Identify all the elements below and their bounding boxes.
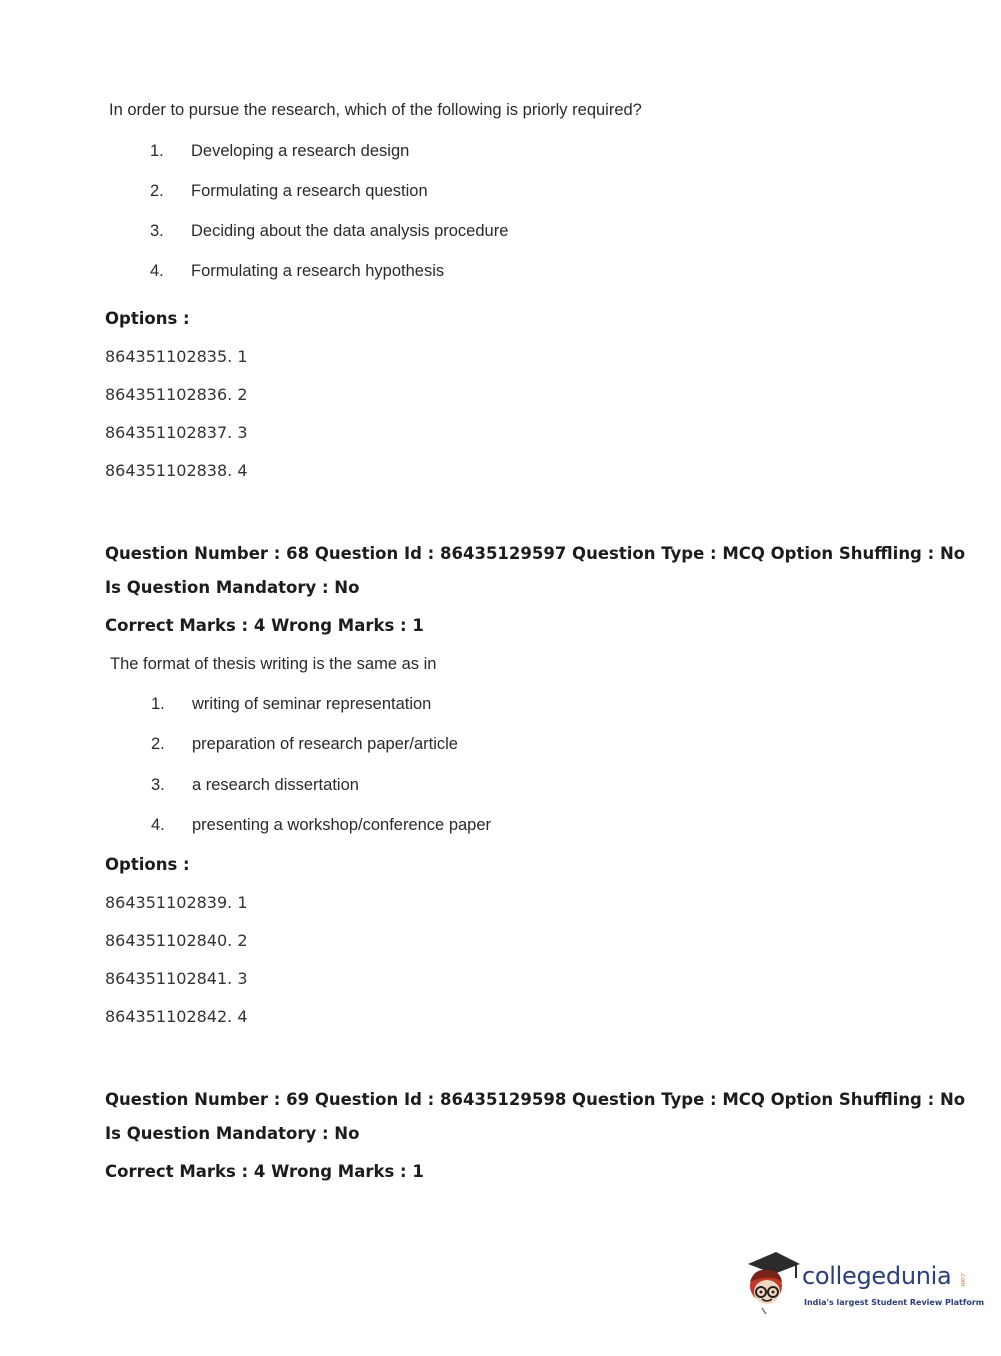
q67-item-1-text: Developing a research design xyxy=(191,142,410,160)
q67-item-3-number: 3. xyxy=(150,222,164,240)
q68-item-1-text: writing of seminar representation xyxy=(192,695,432,713)
q69-mandatory: Is Question Mandatory : No xyxy=(105,1124,360,1143)
q68-option-2: 864351102840. 2 xyxy=(105,931,248,950)
question-67-stem: In order to pursue the research, which of the following is priorly required? xyxy=(109,101,642,119)
logo-dotcom: .com xyxy=(959,1272,966,1287)
q67-option-4: 864351102838. 4 xyxy=(105,461,248,480)
q68-item-2-number: 2. xyxy=(151,735,165,753)
q68-item-4-number: 4. xyxy=(151,816,165,834)
q67-option-3: 864351102837. 3 xyxy=(105,423,248,442)
q68-options-label: Options : xyxy=(105,855,190,874)
q68-item-4-text: presenting a workshop/conference paper xyxy=(192,816,492,834)
collegedunia-logo[interactable] xyxy=(740,1248,985,1318)
q68-header: Question Number : 68 Question Id : 86435129597 Question Type : MCQ Option Shuffling : No xyxy=(105,544,966,563)
logo-tagline: India's largest Student Review Platform xyxy=(804,1298,985,1307)
q67-item-2-text: Formulating a research question xyxy=(191,182,428,200)
q68-option-1: 864351102839. 1 xyxy=(105,893,248,912)
q67-item-4-text: Formulating a research hypothesis xyxy=(191,262,445,280)
logo-wordmark: collegedunia xyxy=(802,1262,952,1290)
q67-option-1: 864351102835. 1 xyxy=(105,347,248,366)
q68-item-1-number: 1. xyxy=(151,695,165,713)
mascot-icon xyxy=(740,1248,802,1314)
q69-header: Question Number : 69 Question Id : 86435129598 Question Type : MCQ Option Shuffling : No xyxy=(105,1090,966,1109)
q67-option-2: 864351102836. 2 xyxy=(105,385,248,404)
q67-item-1-number: 1. xyxy=(150,142,164,160)
q68-mandatory: Is Question Mandatory : No xyxy=(105,578,360,597)
q68-item-3-number: 3. xyxy=(151,776,165,794)
question-68-stem: The format of thesis writing is the same as in xyxy=(110,655,437,673)
q67-item-4-number: 4. xyxy=(150,262,164,280)
q68-marks: Correct Marks : 4 Wrong Marks : 1 xyxy=(105,616,424,635)
q67-item-2-number: 2. xyxy=(150,182,164,200)
q68-item-3-text: a research dissertation xyxy=(192,776,359,794)
q68-item-2-text: preparation of research paper/article xyxy=(192,735,458,753)
q68-option-3: 864351102841. 3 xyxy=(105,969,248,988)
q67-options-label: Options : xyxy=(105,309,190,328)
q69-marks: Correct Marks : 4 Wrong Marks : 1 xyxy=(105,1162,424,1181)
q68-option-4: 864351102842. 4 xyxy=(105,1007,248,1026)
q67-item-3-text: Deciding about the data analysis procedure xyxy=(191,222,509,240)
